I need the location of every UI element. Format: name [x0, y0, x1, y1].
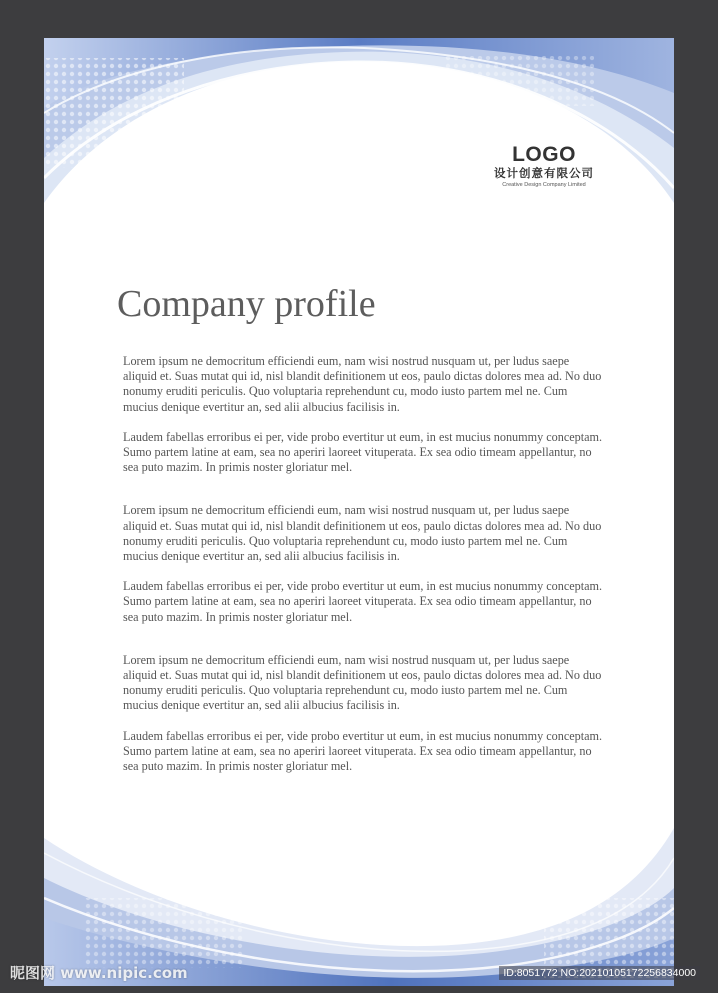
paragraph: Lorem ipsum ne democritum efficiendi eum, nam wisi nostrud nusquam ut, per ludus saepe aliquid et. Suas mutat qui id, nisl blandit definitionem ut eos, paulo dictas dolores mea ad. No duo nonumy eruditi periculis. Quo voluptaria reprehendunt cu, modo iusto partem mel ne. Cum mucius denique evertitur an, sed alii albucius facilisis in.: [123, 503, 602, 564]
site-watermark: 昵图网 www.nipic.com: [10, 964, 188, 982]
paragraph: Laudem fabellas erroribus ei per, vide probo evertitur ut eum, in est mucius nonummy conceptam. Sumo partem latine at eam, sea no aperiri laoreet vituperata. Ex sea odio timeam appellantur, no sea puto mazim. In primis noster gloriatur mel.: [123, 579, 603, 624]
image-id-watermark: ID:8051772 NO:20210105172256834000: [499, 966, 700, 980]
company-logo: [482, 144, 606, 189]
letterhead-page: [44, 38, 674, 986]
profile-body: [123, 354, 603, 774]
paragraph: Laudem fabellas erroribus ei per, vide probo evertitur ut eum, in est mucius nonummy conceptam. Sumo partem latine at eam, sea no aperiri laoreet vituperata. Ex sea odio timeam appellantur, no sea puto mazim. In primis noster gloriatur mel.: [123, 728, 603, 774]
logo-english-name: Creative Design Company Limited: [502, 182, 586, 188]
paragraph: Lorem ipsum ne democritum efficiendi eum, nam wisi nostrud nusquam ut, per ludus saepe aliquid et. Suas mutat qui id, nisl blandit definitionem ut eos, paulo dictas dolores mea ad. No duo nonumy eruditi periculis. Quo voluptaria reprehendunt cu, modo iusto partem mel ne. Cum mucius denique evertitur an, sed alii albucius facilisis in.: [123, 652, 602, 713]
logo-chinese-name: 设计创意有限公司: [494, 166, 594, 180]
page-title: Company profile: [117, 283, 376, 325]
paragraph: Laudem fabellas erroribus ei per, vide probo evertitur ut eum, in est mucius nonummy conceptam. Sumo partem latine at eam, sea no aperiri laoreet vituperata. Ex sea odio timeam appellantur, no sea puto mazim. In primis noster gloriatur mel.: [123, 429, 603, 475]
logo-title: LOGO: [512, 143, 576, 166]
paragraph: Lorem ipsum ne democritum efficiendi eum, nam wisi nostrud nusquam ut, per ludus saepe aliquid et. Suas mutat qui id, nisl blandit definitionem ut eos, paulo dictas dolores mea ad. No duo nonumy eruditi periculis. Quo voluptaria reprehendunt cu, modo iusto partem mel ne. Cum mucius denique evertitur an, sed alii albucius facilisis in.: [123, 354, 602, 414]
